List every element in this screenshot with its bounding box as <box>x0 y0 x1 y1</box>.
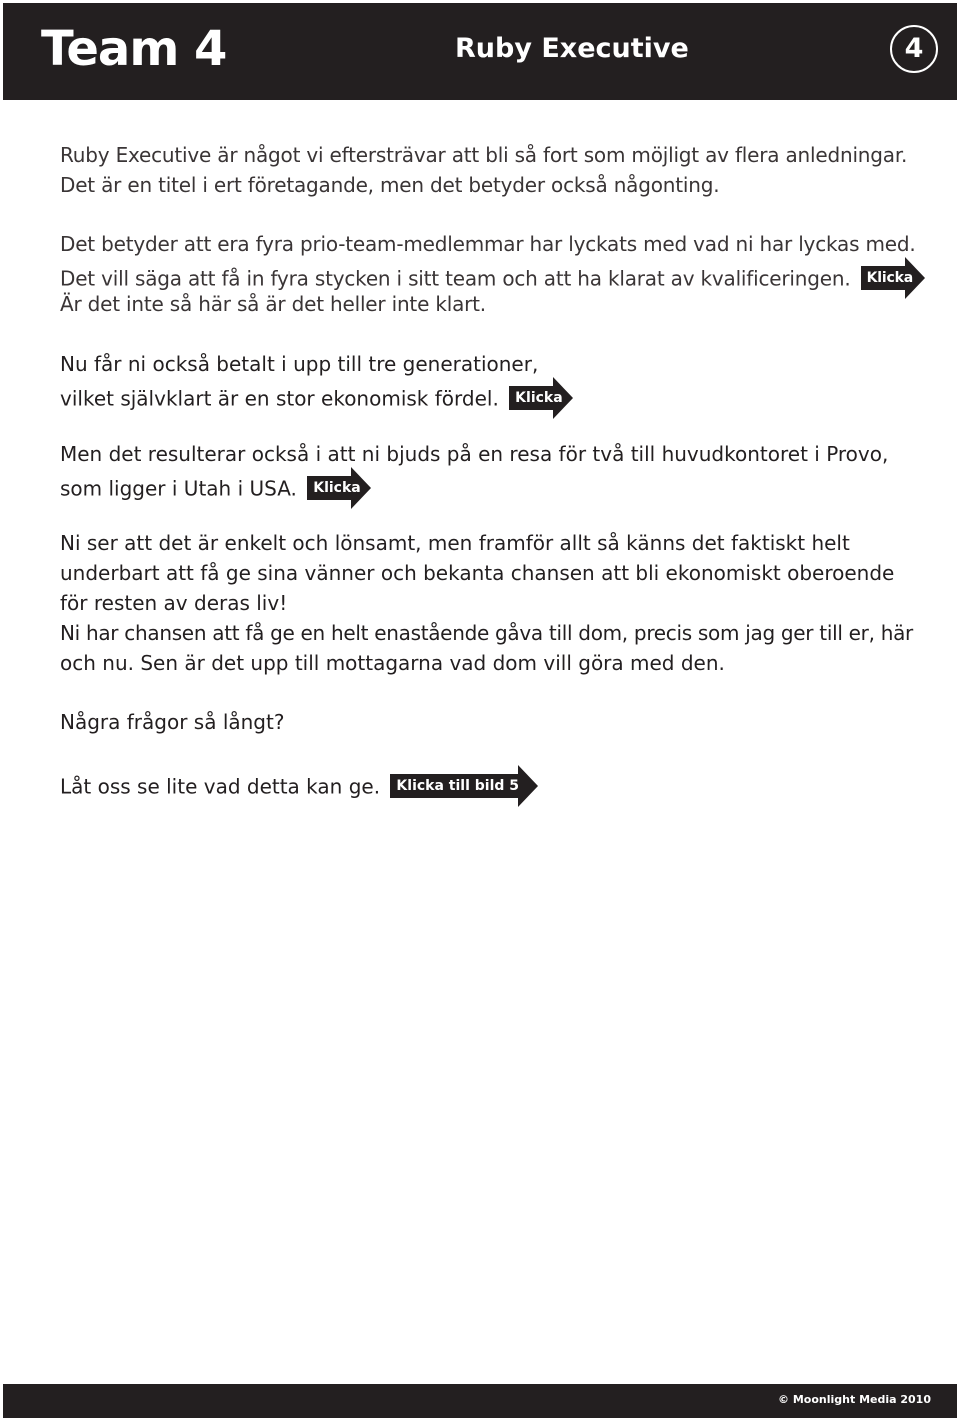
klicka-arrow-button[interactable] <box>509 377 583 419</box>
klicka-label: Klicka <box>515 390 563 406</box>
klicka-till-bild-button[interactable] <box>390 765 549 807</box>
page-number-badge: 4 <box>890 25 938 73</box>
klicka-arrow-button[interactable] <box>307 467 381 509</box>
slide-title: Ruby Executive <box>455 33 689 64</box>
paragraph-line: Är det inte så här så är det heller inte klart. <box>60 292 486 316</box>
footer-band <box>3 1384 957 1418</box>
paragraph-line: och nu. Sen är det upp till mottagarna vad dom vill göra med den. <box>60 651 725 675</box>
paragraph-line: Ni har chansen att få ge en helt enastående gåva till dom, precis som jag ger till er, här <box>60 621 913 645</box>
paragraph-line: Det är en titel i ert företagande, men det betyder också någonting. <box>60 173 720 197</box>
klicka-till-bild-label: Klicka till bild 5 <box>396 778 520 794</box>
header-band <box>3 3 957 100</box>
paragraph-line: för resten av deras liv! <box>60 591 288 615</box>
paragraph-text: som ligger i Utah i USA. <box>60 476 297 501</box>
klicka-label: Klicka <box>313 480 361 496</box>
paragraph-line: Ni ser att det är enkelt och lönsamt, men framför allt så känns det faktiskt helt <box>60 531 850 555</box>
paragraph-text: Låt oss se lite vad detta kan ge. <box>60 774 381 799</box>
paragraph-line <box>60 767 549 809</box>
paragraph-text: vilket självklart är en stor ekonomisk fördel. <box>60 386 499 411</box>
paragraph-line: Ruby Executive är något vi eftersträvar att bli så fort som möjligt av flera anledningar. <box>60 143 908 167</box>
paragraph-text: Det vill säga att få in fyra stycken i sitt team och att ha klarat av kvalificeringen. <box>60 266 851 291</box>
paragraph-line <box>60 379 583 421</box>
paragraph-line: Några frågor så långt? <box>60 710 285 734</box>
paragraph-line: underbart att få ge sina vänner och bekanta chansen att bli ekonomiskt oberoende <box>60 561 895 585</box>
copyright-text: © Moonlight Media 2010 <box>778 1393 931 1406</box>
team-title: Team 4 <box>41 21 227 77</box>
paragraph-line <box>60 469 381 511</box>
paragraph-line: Men det resulterar också i att ni bjuds på en resa för två till huvudkontoret i Provo, <box>60 442 889 466</box>
klicka-label: Klicka <box>866 270 913 286</box>
klicka-arrow-button[interactable] <box>861 257 933 299</box>
paragraph-line: Nu får ni också betalt i upp till tre generationer, <box>60 352 539 376</box>
paragraph-line: Det betyder att era fyra prio-team-medlemmar har lyckats med vad ni har lyckas med. <box>60 232 916 256</box>
